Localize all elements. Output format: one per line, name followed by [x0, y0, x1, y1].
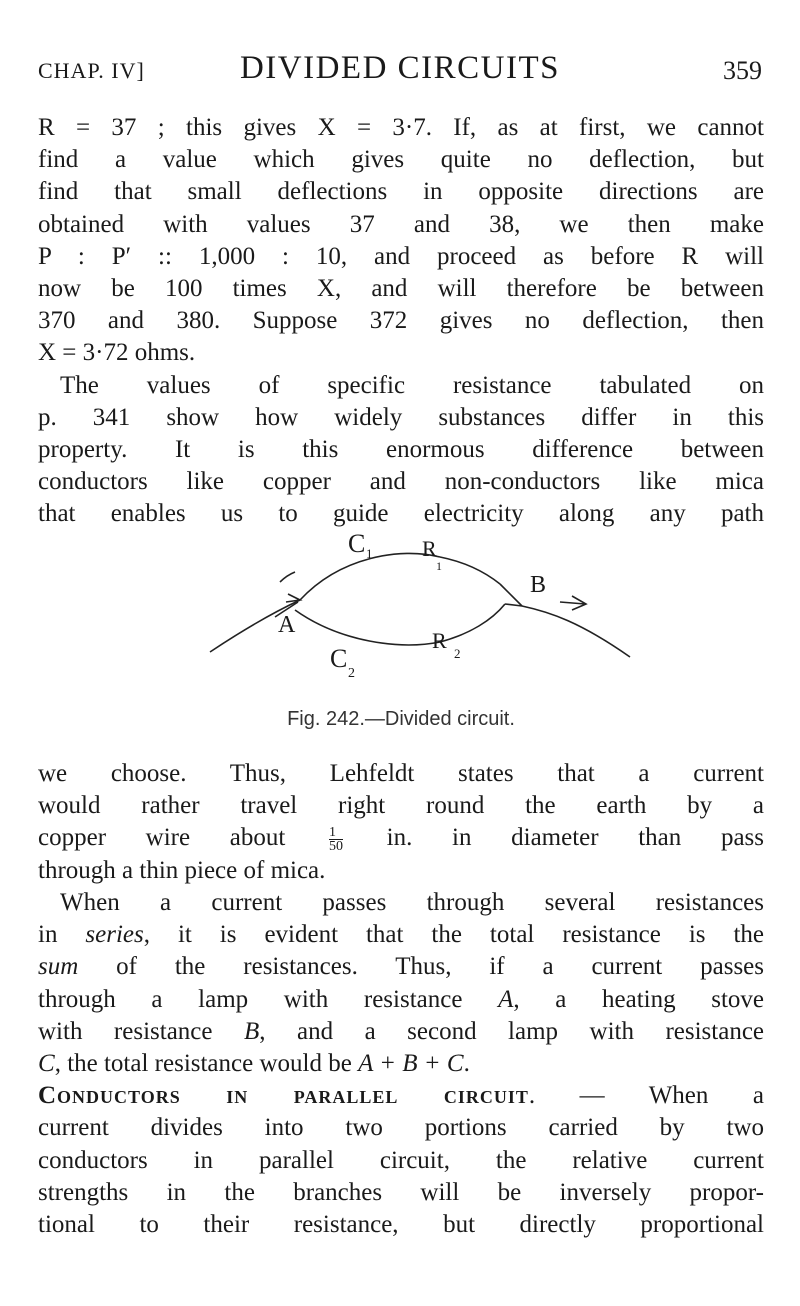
label-c2-sub: 2: [348, 666, 355, 681]
section-run-in-heading: Conductors in parallel circuit: [38, 1082, 529, 1110]
text-line: obtained with values 37 and 38, we then make: [38, 210, 764, 238]
lead-line-right: [522, 606, 630, 657]
text-line: would rather travel right round the earth by a: [38, 792, 764, 820]
text-line: 370 and 380. Suppose 372 gives no deflection, then: [38, 307, 764, 335]
paragraph-middle: [38, 758, 764, 887]
label-c1: C: [348, 529, 366, 558]
fraction-numerator: 1: [329, 826, 343, 840]
text-line: R = 37 ; this gives X = 3·7. If, as at first, we cannot: [38, 114, 764, 141]
text-line: [38, 1080, 764, 1112]
text-line: P : P′ :: 1,000 : 10, and proceed as before R will: [38, 242, 764, 270]
text-line: now be 100 times X, and will therefore be between: [38, 275, 764, 303]
paragraph-top: [38, 112, 764, 531]
emphasis-series: series: [85, 921, 144, 949]
text-fragment: in: [38, 921, 58, 949]
text-line: current divides into two portions carried by two: [38, 1114, 764, 1142]
text-fragment: in. in diameter than pass: [386, 824, 765, 852]
upper-edge-left: [280, 572, 295, 582]
chapter-label: CHAP. IV]: [38, 58, 145, 83]
text-line: through a thin piece of mica.: [38, 856, 326, 884]
text-line: [38, 951, 764, 983]
upper-conductor-tail: [440, 557, 500, 584]
text-fragment: through a lamp with resistance: [38, 985, 463, 1013]
text-line: The values of specific resistance tabulated on: [60, 371, 764, 399]
lower-conductor-tail: [440, 604, 505, 642]
paragraph-bottom: [38, 887, 764, 1241]
page-number: 359: [723, 56, 762, 85]
text-fragment: , the total resistance would be: [54, 1050, 352, 1078]
text-fragment: of the resistances. Thus, if a current passes: [116, 953, 764, 981]
arrow-head-left: [286, 594, 300, 602]
label-r1-sub: 1: [436, 559, 442, 573]
text-line: X = 3·72 ohms.: [38, 339, 196, 367]
text-line: [38, 822, 764, 854]
variable-b: B: [243, 1017, 260, 1045]
text-line: [38, 919, 764, 951]
text-fragment: .: [463, 1050, 470, 1078]
chapter-title: DIVIDED CIRCUITS: [239, 50, 561, 86]
junction-b-upper: [500, 584, 522, 606]
text-line: When a current passes through several resistances: [60, 889, 764, 916]
label-b: B: [530, 572, 547, 598]
figure-caption: Fig. 242.—Divided circuit.: [287, 708, 515, 730]
text-line: p. 341 show how widely substances differ in this: [38, 403, 764, 431]
label-r1: R: [422, 536, 437, 561]
text-line: tional to their resistance, but directly proportional: [38, 1211, 764, 1239]
text-line: we choose. Thus, Lehfeldt states that a current: [38, 760, 764, 787]
label-c1-sub: 1: [366, 546, 373, 561]
text-line: conductors like copper and non-conductors like mica: [38, 468, 764, 496]
variable-c: C: [38, 1050, 55, 1078]
text-line: strengths in the branches will be inversely propor-: [38, 1178, 764, 1206]
text-fragment: with resistance: [38, 1017, 213, 1045]
text-fragment: . — When a: [528, 1082, 764, 1110]
text-line: [38, 1048, 764, 1080]
formula: A + B + C: [358, 1050, 464, 1078]
text-line: that enables us to guide electricity along any path: [38, 500, 764, 528]
emphasis-sum: sum: [38, 953, 79, 981]
text-line: [38, 1016, 764, 1048]
text-fragment: copper wire about: [38, 824, 286, 852]
fraction: [329, 826, 343, 853]
lead-arrow-right: [560, 602, 585, 604]
text-line: property. It is this enormous difference between: [38, 436, 764, 464]
label-r2-sub: 2: [454, 646, 461, 661]
text-line: conductors in parallel circuit, the relative current: [38, 1146, 764, 1174]
running-head: [38, 50, 762, 92]
label-r2: R: [432, 628, 447, 653]
divided-circuit-figure: [200, 522, 670, 702]
fraction-denominator: 50: [328, 839, 343, 855]
text-line: [38, 984, 764, 1016]
text-fragment: , and a second lamp with resistance: [259, 1017, 765, 1045]
text-line: find that small deflections in opposite directions are: [38, 178, 764, 206]
label-a: A: [278, 612, 296, 638]
lower-conductor: [295, 610, 440, 645]
text-fragment: , a heating stove: [513, 985, 765, 1013]
text-line: find a value which gives quite no deflection, but: [38, 146, 764, 174]
label-c2: C: [330, 644, 348, 673]
text-fragment: , it is evident that the total resistance is the: [143, 921, 765, 949]
circuit-diagram: [200, 522, 670, 702]
variable-a: A: [498, 985, 514, 1013]
